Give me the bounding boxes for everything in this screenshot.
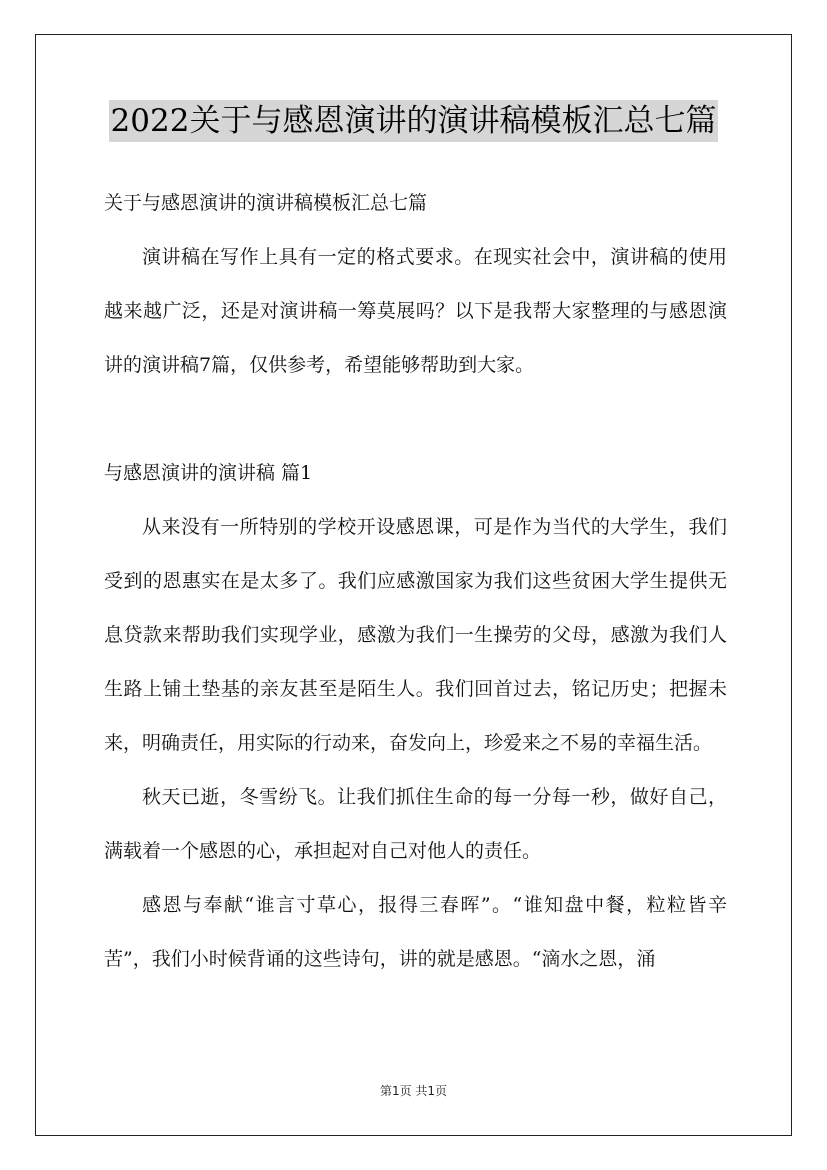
document-title: 2022关于与感恩演讲的演讲稿模板汇总七篇 [109, 100, 719, 142]
document-subtitle: 关于与感恩演讲的演讲稿模板汇总七篇 [104, 192, 428, 214]
body-paragraph-2: 秋天已逝，冬雪纷飞。让我们抓住生命的每一分每一秒，做好自己，满载着一个感恩的心，承担起对自己对他人的责任。 [104, 786, 727, 862]
page-footer: 第1页 共1页 [379, 1084, 448, 1098]
body-paragraph-1: 从来没有一所特别的学校开设感恩课，可是作为当代的大学生，我们受到的恩惠实在是太多了。我们应感激国家为我们这些贫困大学生提供无息贷款来帮助我们实现学业，感激为我们一生操劳的父母，感激为我们人生路上铺土垫基的亲友甚至是陌生人。我们回首过去，铭记历史；把握未来，明确责任，用实际的行动来，奋发向上，珍爱来之不易的幸福生活。 [104, 516, 727, 754]
body-paragraph-3: 感恩与奉献“谁言寸草心，报得三春晖”。“谁知盘中餐，粒粒皆辛苦”，我们小时候背诵的这些诗句，讲的就是感恩。“滴水之恩，涌 [104, 894, 727, 970]
intro-paragraph: 演讲稿在写作上具有一定的格式要求。在现实社会中，演讲稿的使用越来越广泛，还是对演讲稿一筹莫展吗？以下是我帮大家整理的与感恩演讲的演讲稿7篇，仅供参考，希望能够帮助到大家。 [104, 246, 727, 376]
section-spacer [104, 392, 727, 446]
title-wrap [0, 100, 827, 142]
document-body [104, 176, 727, 986]
section-heading: 与感恩演讲的演讲稿 篇1 [104, 462, 313, 484]
